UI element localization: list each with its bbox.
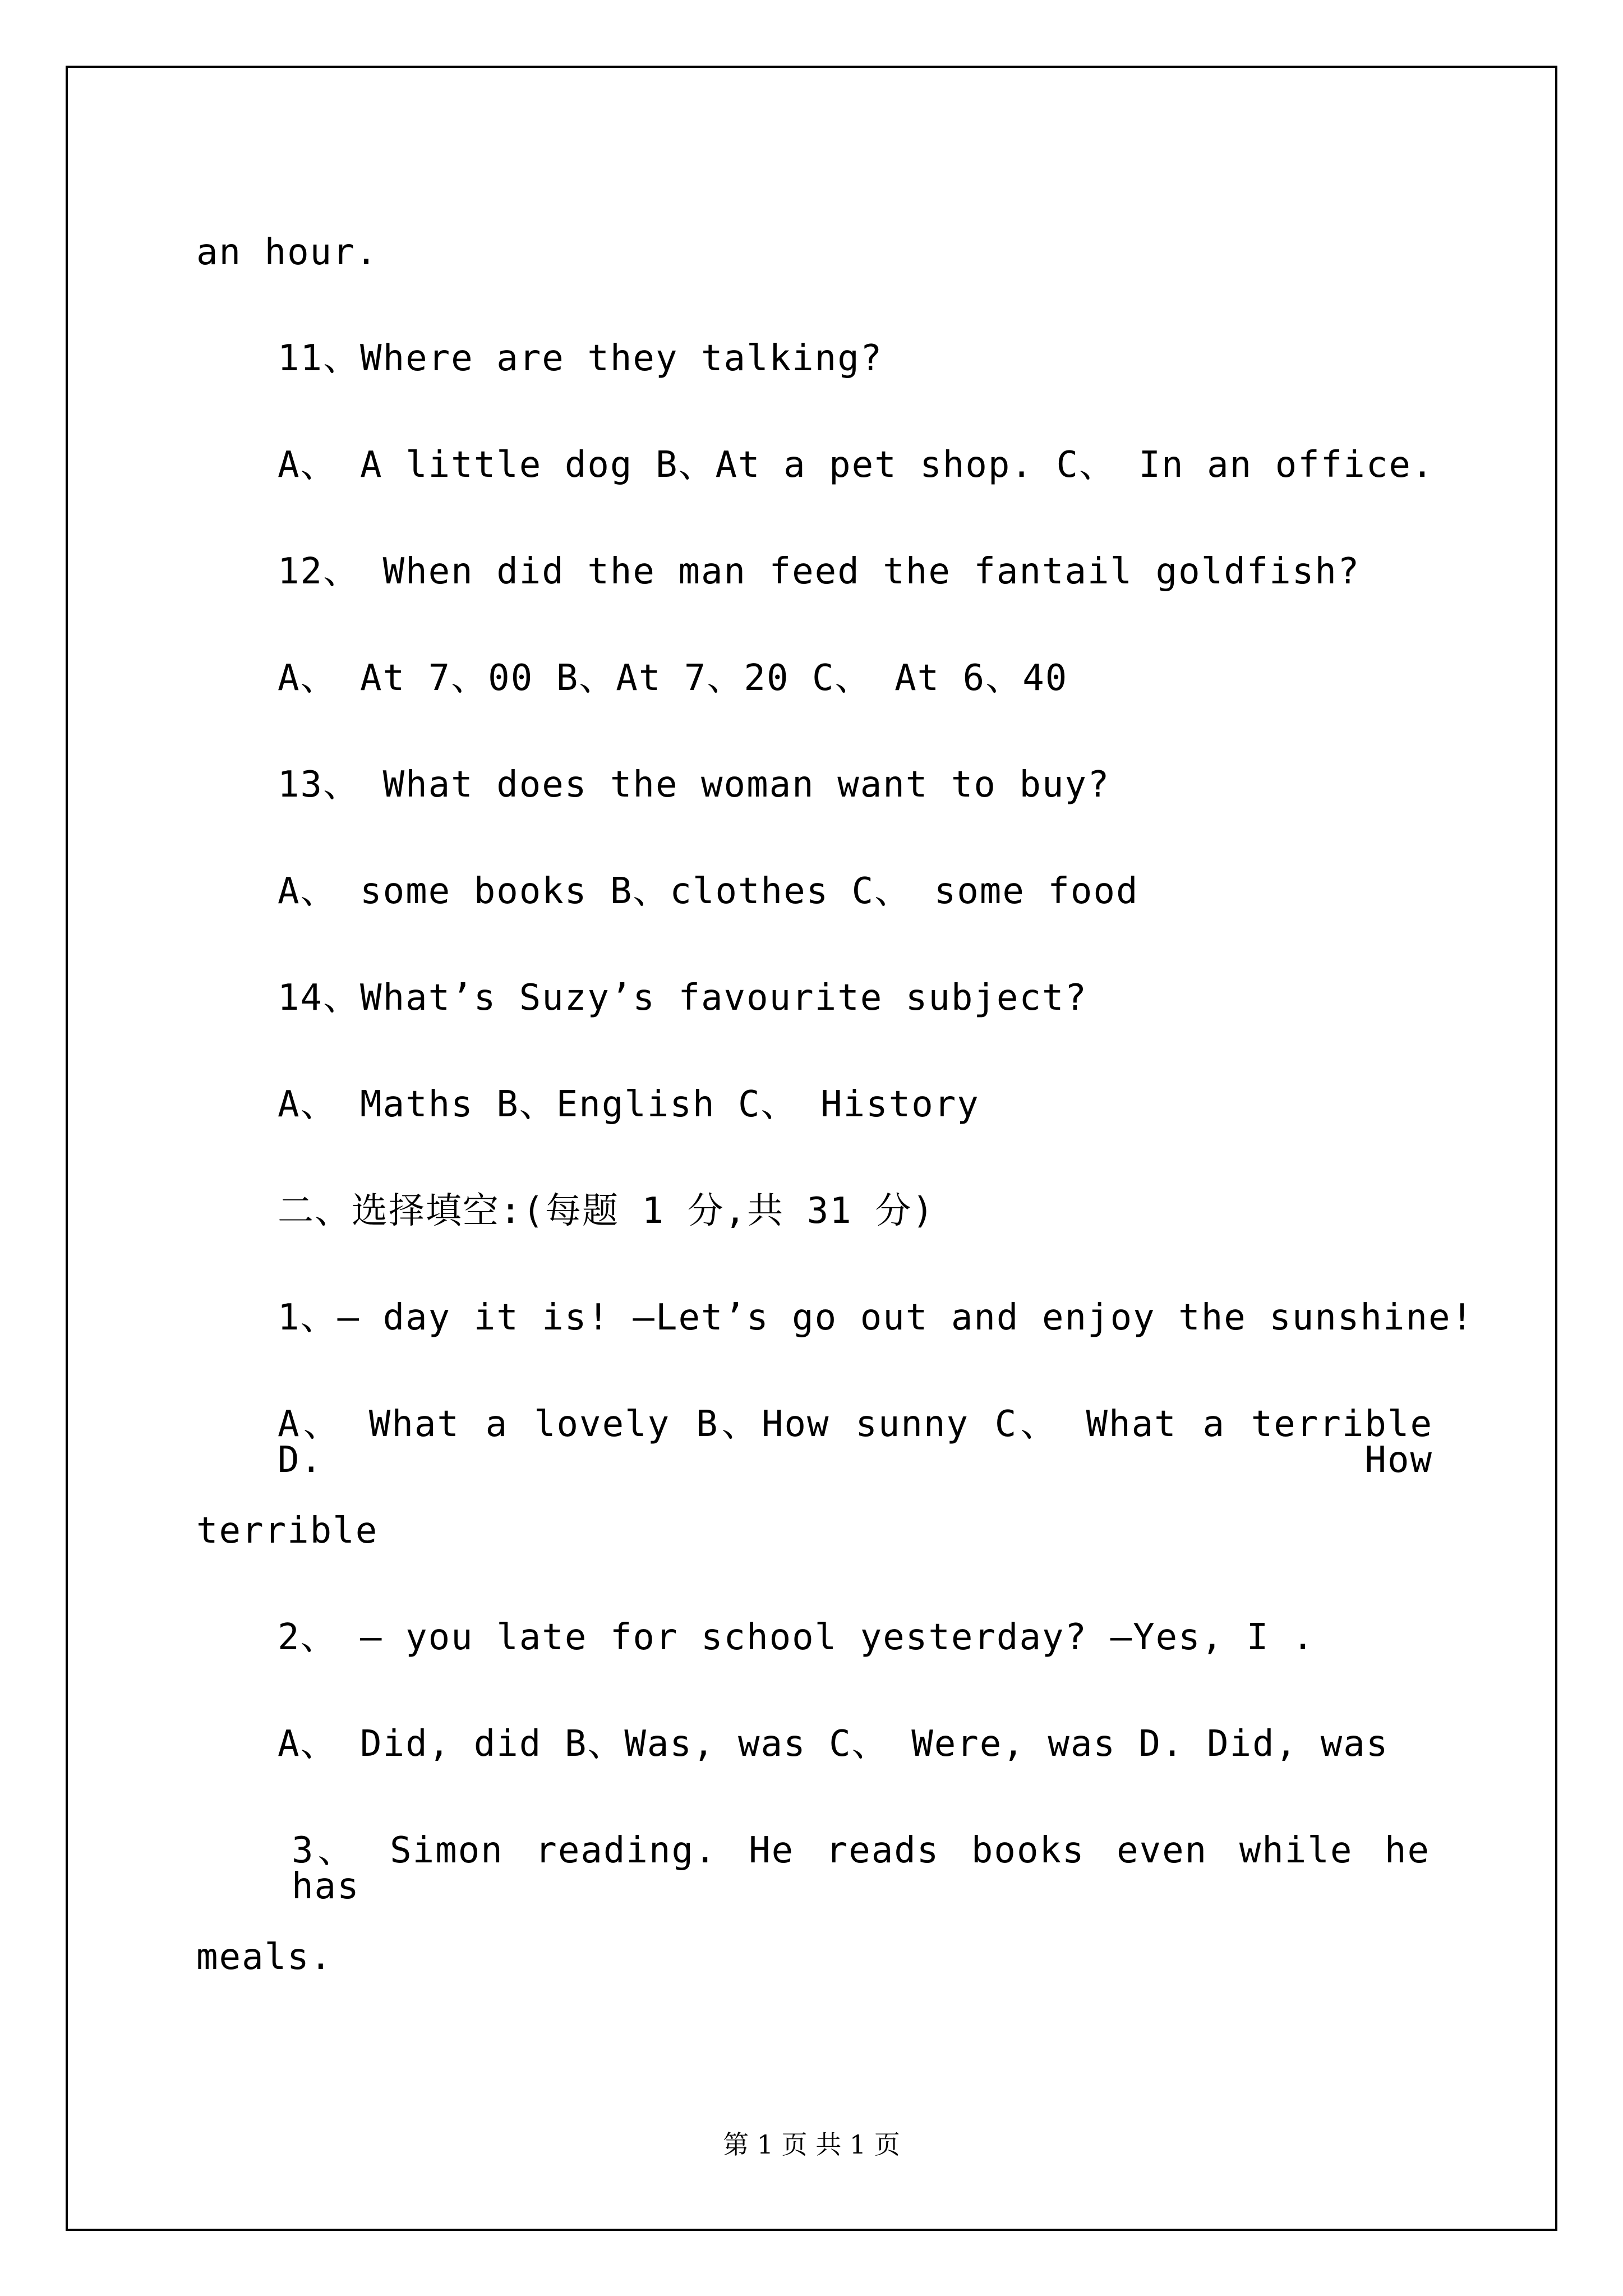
fill-question-3-continued: meals. [196, 1936, 333, 1978]
question-11: 11、Where are they talking? [278, 338, 883, 379]
fill-question-2: 2、 — you late for school yesterday? —Yes, I . [278, 1617, 1315, 1658]
options-14: A、 Maths B、English C、 History [278, 1084, 980, 1125]
question-14: 14、What’s Suzy’s favourite subject? [278, 977, 1088, 1019]
options-11: A、 A little dog B、At a pet shop. C、 In an office. [278, 444, 1435, 486]
page-border [66, 66, 1557, 2231]
fill-options-1: A、 What a lovely B、How sunny C、 What a terrible D. How [278, 1404, 1433, 1481]
fill-question-1: 1、— day it is! —Let’s go out and enjoy the sunshine! [278, 1297, 1474, 1338]
page-footer: 第 1 页 共 1 页 [723, 2129, 900, 2160]
fill-question-3: 3、 Simon reading. He reads books even while he has [292, 1830, 1430, 1907]
text-line-an-hour: an hour. [196, 232, 379, 273]
fill-options-1-continued: terrible [196, 1510, 379, 1552]
question-13: 13、 What does the woman want to buy? [278, 764, 1110, 806]
fill-options-2: A、 Did, did B、Was, was C、 Were, was D. Did, was [278, 1723, 1389, 1765]
options-13: A、 some books B、clothes C、 some food [278, 871, 1139, 912]
section-heading-2: 二、选择填空:(每题 1 分,共 31 分) [278, 1190, 935, 1232]
options-12: A、 At 7、00 B、At 7、20 C、 At 6、40 [278, 657, 1068, 699]
question-12: 12、 When did the man feed the fantail goldfish? [278, 551, 1361, 592]
